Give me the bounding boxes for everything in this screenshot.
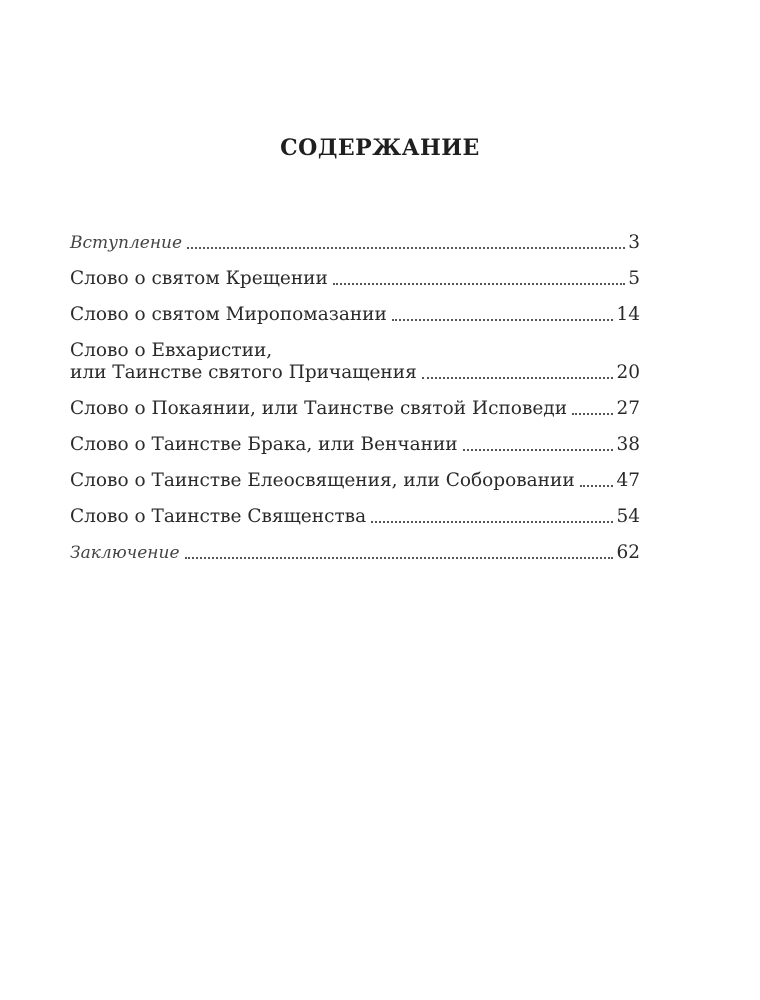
toc-entry-label: Слово о Таинстве Брака, или Венчании: [70, 434, 458, 455]
table-of-contents: [70, 232, 640, 578]
leader-dots: [333, 283, 625, 285]
toc-entry-page-number: 5: [628, 268, 640, 289]
toc-entry-baptism[interactable]: [70, 268, 640, 290]
toc-entry-label: или Таинстве святого Причащения: [70, 362, 417, 383]
toc-entry-label: Слово о Таинстве Священства: [70, 506, 367, 527]
toc-entry-label: Слово о Покаянии, или Таинстве святой Исповеди: [70, 398, 568, 419]
toc-entry-label: Вступление: [70, 233, 183, 253]
toc-entry-page-number: 47: [616, 470, 640, 491]
toc-entry-page-number: 3: [628, 232, 640, 253]
toc-entry-conclusion[interactable]: [70, 542, 640, 564]
toc-entry-page-number: 20: [616, 362, 640, 383]
leader-dots: [187, 247, 625, 249]
toc-entry-unction[interactable]: [70, 470, 640, 492]
toc-entry-label-line1: Слово о Евхаристии,: [70, 340, 273, 361]
toc-entry-label: Слово о святом Крещении: [70, 268, 328, 289]
toc-entry-page-number: 62: [616, 542, 640, 563]
leader-dots: [580, 485, 614, 487]
leader-dots: [185, 557, 614, 559]
toc-entry-label: Слово о святом Миропомазании: [70, 304, 387, 325]
leader-dots: [572, 413, 613, 415]
leader-dots: [371, 521, 613, 523]
leader-dots: [463, 449, 614, 451]
leader-dots: [392, 319, 614, 321]
toc-entry-page-number: 14: [616, 304, 640, 325]
toc-entry-marriage[interactable]: [70, 434, 640, 456]
toc-entry-chrismation[interactable]: [70, 304, 640, 326]
toc-entry-page-number: 27: [616, 398, 640, 419]
toc-entry-page-number: 54: [616, 506, 640, 527]
leader-dots: [422, 377, 614, 379]
toc-entry-eucharist[interactable]: [70, 340, 640, 384]
toc-entry-introduction[interactable]: [70, 232, 640, 254]
page-title: СОДЕРЖАНИЕ: [280, 135, 480, 161]
toc-entry-page-number: 38: [616, 434, 640, 455]
toc-entry-confession[interactable]: [70, 398, 640, 420]
toc-entry-label: Заключение: [70, 543, 180, 563]
toc-entry-priesthood[interactable]: [70, 506, 640, 528]
toc-entry-label: Слово о Таинстве Елеосвящения, или Соборовании: [70, 470, 575, 491]
